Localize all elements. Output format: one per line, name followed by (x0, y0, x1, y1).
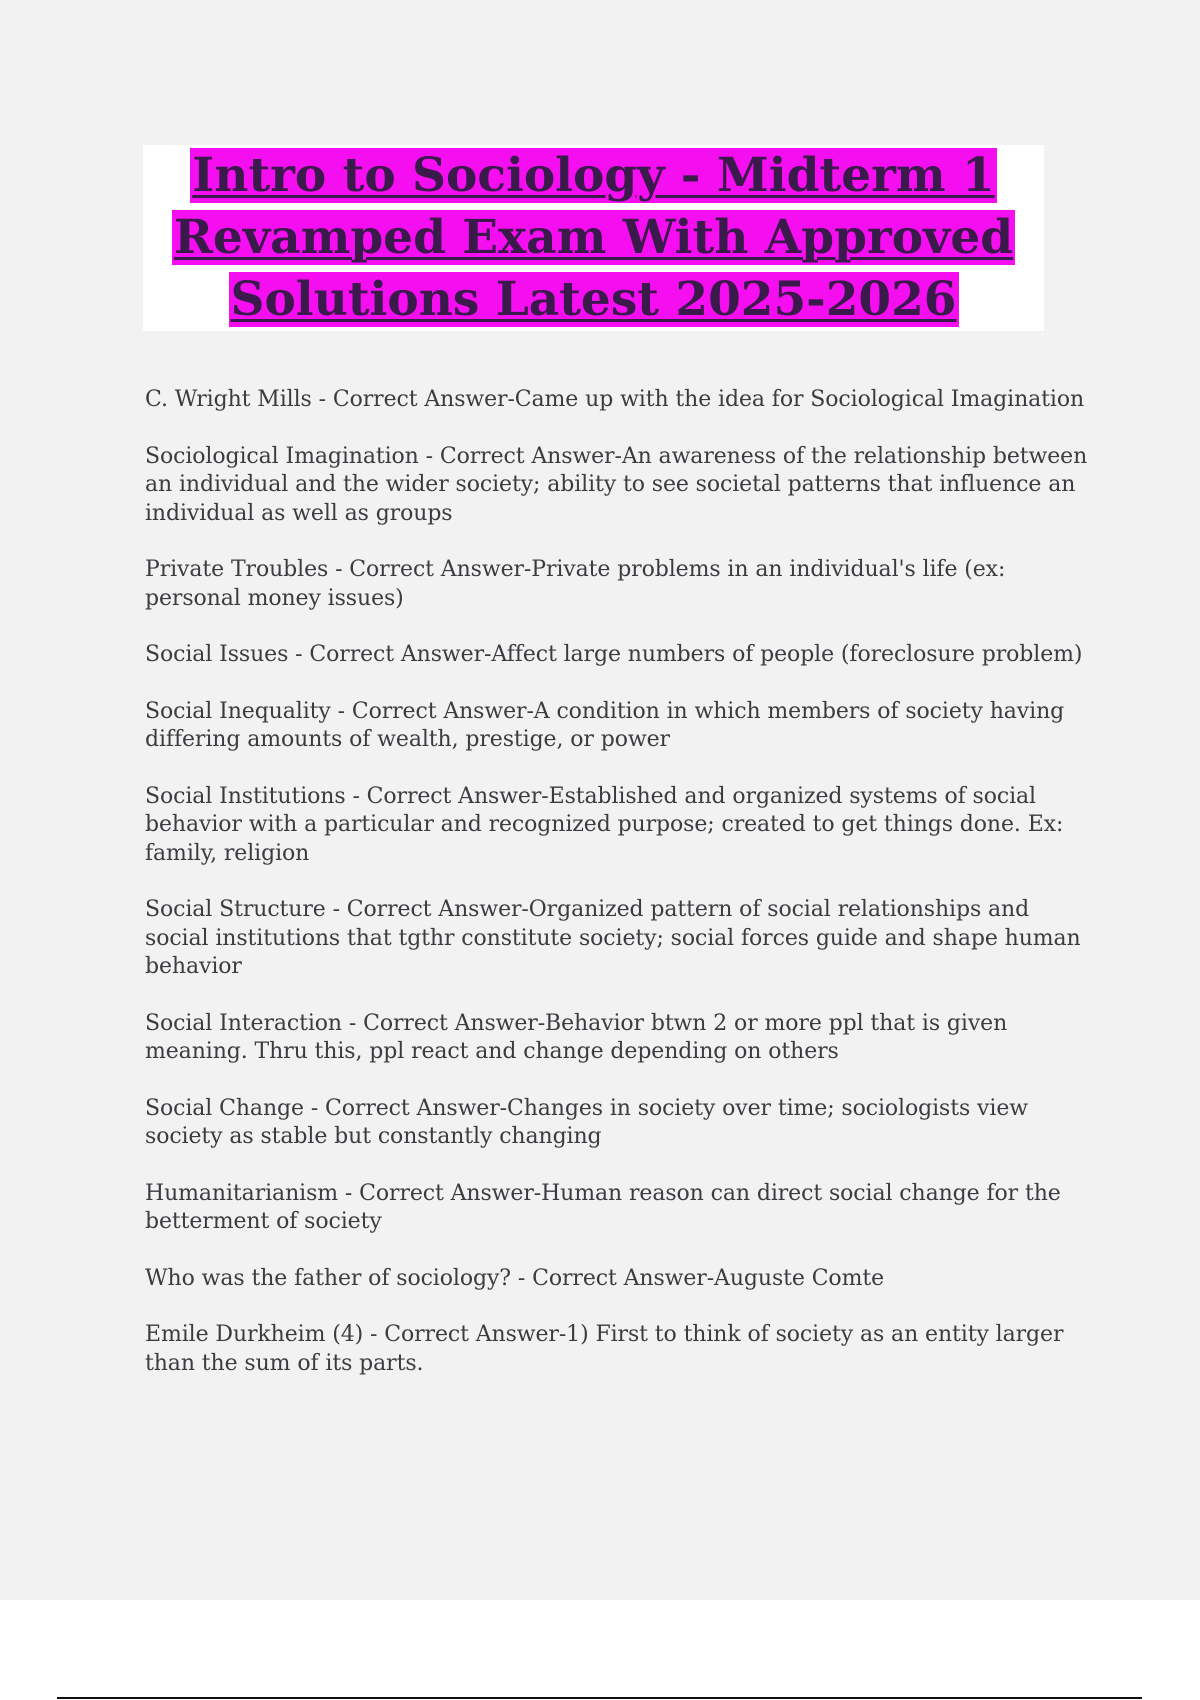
entry-separator: - Correct Answer- (418, 443, 622, 469)
entry-term: Social Interaction (145, 1010, 342, 1036)
entry-answer: Private problems in an individual's life (ex: personal money issues) (145, 557, 1006, 611)
entry-answer: Changes in society over time; sociologists view society as stable but constantly changing (145, 1095, 1028, 1149)
entry-answer: Affect large numbers of people (foreclosure problem) (491, 642, 1083, 667)
entry-answer: Behavior btwn 2 or more ppl that is given meaning. Thru this, ppl react and change depending on others (145, 1010, 1008, 1064)
qa-entry (145, 1321, 1095, 1378)
title-highlight: Intro to Sociology - Midterm 1 Revamped Exam With Approved Solutions Latest 2025-2026 (173, 148, 1014, 327)
qa-entry (145, 1180, 1095, 1237)
entry-separator: - Correct Answer- (338, 1180, 542, 1206)
qa-entry (145, 641, 1095, 670)
qa-entry (145, 1010, 1095, 1067)
entry-term: Humanitarianism (145, 1180, 339, 1206)
entry-answer: Organized pattern of social relationships and social institutions that tgthr constitute society; social forces guide and shape human behavior (145, 897, 1081, 979)
entry-separator: - Correct Answer- (328, 557, 532, 582)
entry-term: Social Inequality (145, 698, 331, 724)
entry-term: Private Troubles (145, 557, 329, 582)
entry-separator: - Correct Answer- (311, 387, 515, 412)
qa-entry (145, 1095, 1095, 1152)
title-box (143, 145, 1044, 331)
qa-entry (145, 556, 1095, 613)
entry-answer: 1) First to think of society as an entity larger than the sum of its parts. (145, 1322, 1064, 1376)
qa-entry (145, 443, 1095, 529)
entry-term: Social Structure (145, 897, 326, 922)
entry-term: Emile Durkheim (4) (145, 1322, 364, 1347)
entry-separator: - Correct Answer- (288, 642, 492, 667)
entry-separator: - Correct Answer- (363, 1322, 567, 1347)
qa-entry (145, 698, 1095, 755)
qa-entry (145, 783, 1095, 869)
entry-term: Social Institutions (145, 783, 346, 809)
entry-term: Social Issues (145, 642, 289, 667)
entry-answer: Established and organized systems of social behavior with a particular and recognized purpose; created to get things done. Ex: family, religion (145, 783, 1064, 866)
footer-rule (57, 1697, 1142, 1699)
qa-entry (145, 896, 1095, 982)
entry-term: Who was the father of sociology? (145, 1265, 511, 1291)
qa-entry (145, 386, 1095, 415)
entry-separator: - Correct Answer- (325, 897, 529, 922)
entry-term: C. Wright Mills (145, 387, 312, 412)
entry-answer: Auguste Comte (714, 1265, 884, 1291)
entry-answer: An awareness of the relationship between an individual and the wider society; ability to see societal patterns that influence an individual as well as groups (145, 443, 1088, 526)
entry-answer: Human reason can direct social change for the betterment of society (145, 1180, 1061, 1234)
entry-term: Social Change (145, 1095, 304, 1121)
entry-separator: - Correct Answer- (330, 698, 534, 724)
qa-list (145, 386, 1095, 1406)
entry-separator: - Correct Answer- (510, 1265, 715, 1291)
entry-separator: - Correct Answer- (303, 1095, 507, 1121)
entry-answer: A condition in which members of society having differing amounts of wealth, prestige, or power (145, 698, 1065, 752)
qa-entry (145, 1265, 1095, 1294)
entry-separator: - Correct Answer- (341, 1010, 546, 1036)
entry-term: Sociological Imagination (145, 443, 419, 469)
entry-separator: - Correct Answer- (345, 783, 549, 809)
entry-answer: Came up with the idea for Sociological Imagination (514, 387, 1085, 412)
document-title (143, 145, 1044, 331)
